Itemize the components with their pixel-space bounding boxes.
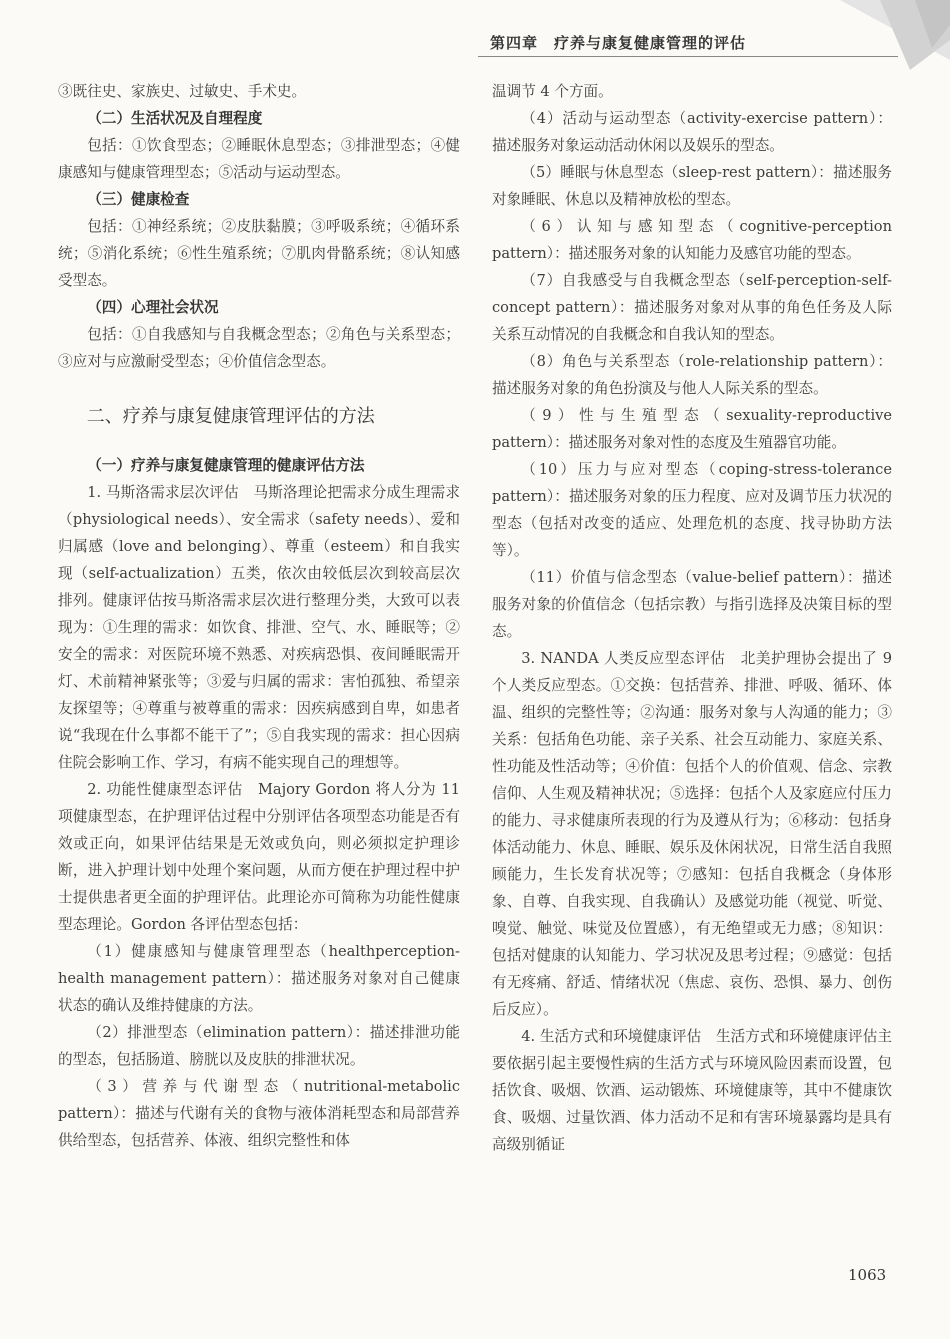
gordon-item-2: （2）排泄型态（elimination pattern）：描述排泄功能的型态，包括肠道、膀胱以及皮肤的排泄状况。: [58, 1024, 460, 1068]
lifestyle-paragraph: 4. 生活方式和环境健康评估 生活方式和环境健康评估主要依据引起主要慢性病的生活方式与环境风险因素而设置，包括饮食、吸烟、饮酒、运动锻炼、环境健康等，其中不健康饮食、吸烟、过量饮酒、体力活动不足和有害环境暴露均是具有高级别循证: [492, 1028, 892, 1153]
gordon-item-5: （5）睡眠与休息型态（sleep-rest pattern）：描述服务对象睡眠、休息以及精神放松的型态。: [492, 164, 892, 208]
section-title: 二、疗养与康复健康管理评估的方法: [86, 406, 375, 427]
health-exam-text: 包括：①神经系统；②皮肤黏膜；③呼吸系统；④循环系统；⑤消化系统；⑥性生殖系统；⑦肌肉骨骼系统；⑧认知感受型态。: [58, 218, 460, 289]
heading-life-status: （二）生活状况及自理程度: [87, 110, 263, 127]
life-status-text: 包括：①饮食型态；②睡眠休息型态；③排泄型态；④健康感知与健康管理型态；⑤活动与运动型态。: [58, 137, 460, 181]
heading-methods: （一）疗养与康复健康管理的健康评估方法: [87, 457, 365, 474]
gordon-item-3: （3）营养与代谢型态（nutritional-metabolic pattern）：描述与代谢有关的食物与液体消耗型态和局部营养供给型态，包括营养、体液、组织完整性和体: [58, 1078, 460, 1149]
gordon-item-4: （4）活动与运动型态（activity-exercise pattern）：描述服务对象运动活动休闲以及娱乐的型态。: [492, 110, 892, 154]
gordon-item-1: （1）健康感知与健康管理型态（healthperception-health management pattern）：描述服务对象对自己健康状态的确认及维持健康的方法。: [58, 943, 460, 1014]
gordon-item-6: （6）认知与感知型态（cognitive-perception pattern）：描述服务对象的认知能力及感官功能的型态。: [492, 218, 892, 262]
gordon-item-7: （7）自我感受与自我概念型态（self-perception-self-concept pattern）：描述服务对象对从事的角色任务及人际关系互动情况的自我概念和自我认知的型态。: [492, 272, 892, 343]
gordon-item-11: （11）价值与信念型态（value-belief pattern）：描述服务对象的价值信念（包括宗教）与指引选择及决策目标的型态。: [492, 569, 892, 640]
gordon-item-8: （8）角色与关系型态（role-relationship pattern）：描述服务对象的角色扮演及与他人人际关系的型态。: [492, 353, 892, 397]
nanda-paragraph: 3. NANDA 人类反应型态评估 北美护理协会提出了 9 个人类反应型态。①交换：包括营养、排泄、呼吸、循环、体温、组织的完整性等；②沟通：服务对象与人沟通的能力；③关系：包括角色功能、亲子关系、社会互动能力、家庭关系、性功能及性活动等；④价值：包括个人的价值观、信念、宗教信仰、人生观及精神状况；⑤选择：包括个人及家庭应付压力的能力、寻求健康所表现的行为及遵从行为；⑥移动：包括身体活动能力、休息、睡眠、娱乐及休闲状况，日常生活自我照顾能力，生长发育状况等；⑦感知：包括自我概念（身体形象、自尊、自我实现、自我确认）及感觉功能（视觉、听觉、嗅觉、触觉、味觉及位置感），有无绝望或无力感；⑧知识：包括对健康的认知能力、学习状况及思考过程；⑨感觉：包括有无疼痛、舒适、情绪状况（焦虑、哀伤、恐惧、暴力、创伤后反应）。: [492, 650, 892, 1018]
gordon-item-10: （10）压力与应对型态（coping-stress-tolerance pattern）：描述服务对象的压力程度、应对及调节压力状况的型态（包括对改变的适应、处理危机的态度、找寻协助方法等）。: [492, 461, 892, 559]
history-text: ③既往史、家族史、过敏史、手术史。: [58, 83, 307, 100]
gordon-item-9: （9）性与生殖型态（sexuality-reproductive pattern）：描述服务对象对性的态度及生殖器官功能。: [492, 407, 892, 451]
page-number: 1063: [848, 1266, 887, 1284]
right-column: [492, 78, 892, 1158]
continuation-text: 温调节 4 个方面。: [492, 83, 613, 100]
heading-psychosocial: （四）心理社会状况: [87, 299, 219, 316]
left-column: [58, 78, 460, 1154]
heading-health-exam: （三）健康检查: [87, 191, 190, 208]
psychosocial-text: 包括：①自我感知与自我概念型态；②角色与关系型态；③应对与应激耐受型态；④价值信念型态。: [58, 326, 460, 370]
maslow-paragraph: 1. 马斯洛需求层次评估 马斯洛理论把需求分成生理需求（physiological needs）、安全需求（safety needs）、爱和归属感（love and belonging）、尊重（esteem）和自我实现（self-actualization）五类，依次由较低层次到较高层次排列。健康评估按马斯洛需求层次进行整理分类，大致可以表现为：①生理的需求：如饮食、排泄、空气、水、睡眠等；②安全的需求：对医院环境不熟悉、对疾病恐惧、夜间睡眠需开灯、术前精神紧张等；③爱与归属的需求：害怕孤独、希望亲友探望等；④尊重与被尊重的需求：因疾病感到自卑，如患者说“我现在什么事都不能干了”；⑤自我实现的需求：担心因病住院会影响工作、学习，有病不能实现自己的理想等。: [58, 484, 460, 771]
gordon-paragraph: 2. 功能性健康型态评估 Majory Gordon 将人分为 11 项健康型态，在护理评估过程中分别评估各项型态功能是否有效或正向，如果评估结果是无效或负向，则必须拟定护理诊断，进入护理计划中处理个案问题，从而方便在护理过程中护士提供患者更全面的护理评估。此理论亦可简称为功能性健康型态理论。Gordon 各评估型态包括：: [58, 781, 460, 933]
header-rule: [478, 56, 898, 57]
running-header: 第四章 疗养与康复健康管理的评估: [490, 34, 747, 52]
